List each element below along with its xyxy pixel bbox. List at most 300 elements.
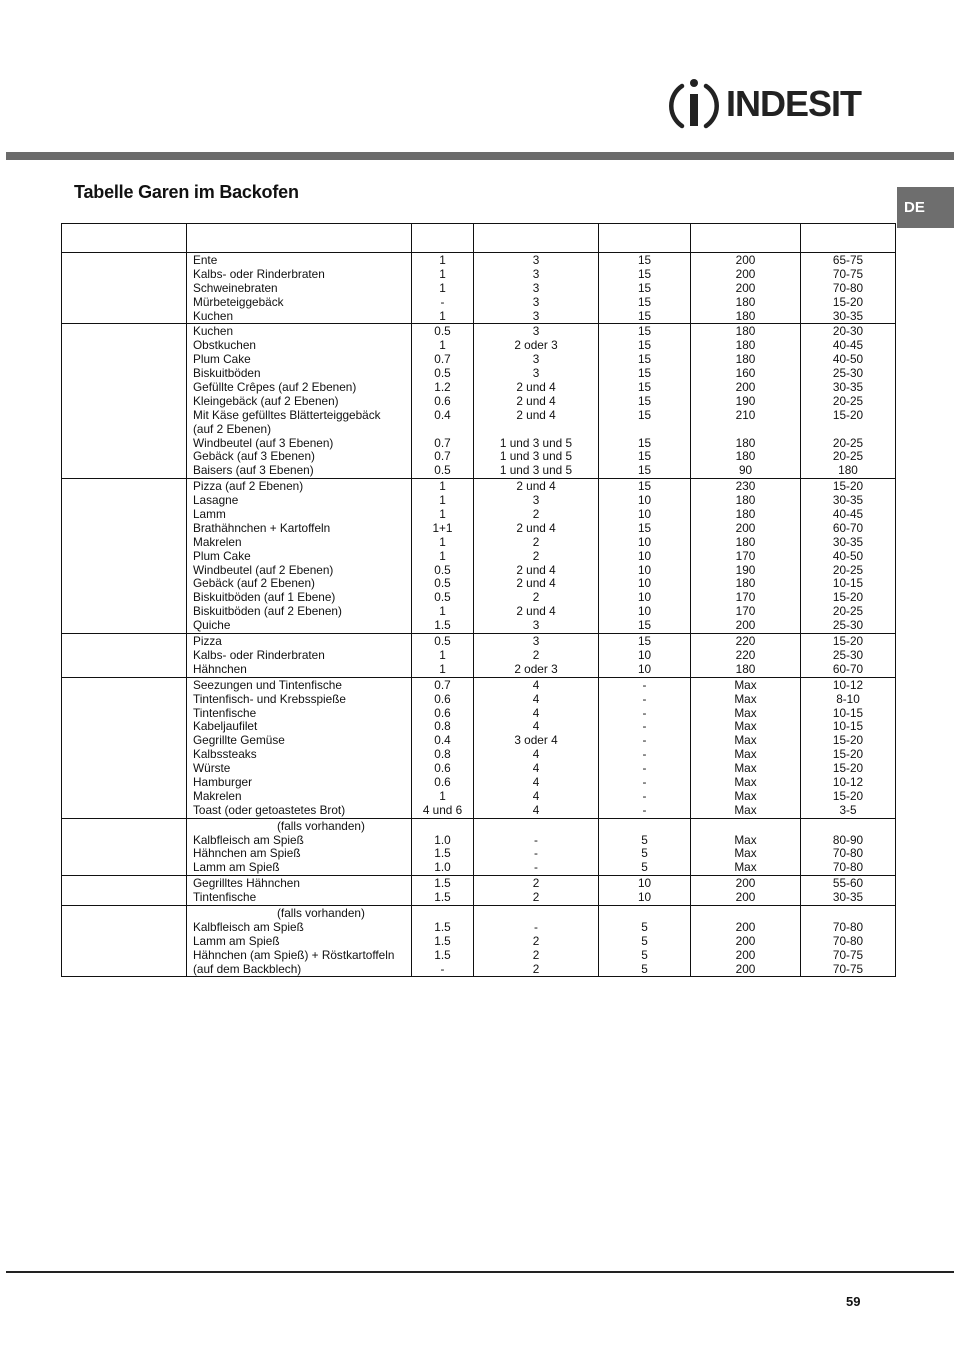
temperature-value: 180 <box>735 325 756 339</box>
preheat-value: 10 <box>637 563 652 577</box>
empty-line <box>599 820 690 834</box>
level-value: 3 <box>532 267 540 281</box>
preheat-value: 15 <box>637 339 652 353</box>
preheat-value: 10 <box>637 494 652 508</box>
food-name: Plum Cake <box>193 353 251 367</box>
temperature-value: 200 <box>735 254 756 267</box>
temperature-value: 180 <box>735 339 756 353</box>
level-value: 2 und 4 <box>516 521 556 535</box>
level-value: - <box>534 847 538 861</box>
temperature-value: 190 <box>735 394 756 408</box>
brand-wordmark: INDESIT <box>726 83 862 124</box>
time-value: 70-80 <box>832 861 864 875</box>
temperature-value: Max <box>734 789 757 803</box>
time-value: 60-70 <box>832 521 864 535</box>
temperature-value: Max <box>734 734 757 748</box>
preheat-value: 15 <box>637 394 652 408</box>
level-value: 3 <box>532 494 540 508</box>
preheat-value: 15 <box>637 521 652 535</box>
level-value: 3 <box>532 295 540 309</box>
time-value: 30-35 <box>832 494 864 508</box>
temperature-value: 180 <box>735 295 756 309</box>
food-name: Windbeutel (auf 3 Ebenen) <box>193 436 334 450</box>
food-cell <box>187 479 412 634</box>
empty-line <box>801 907 895 921</box>
temperature-value: 200 <box>735 877 756 891</box>
temperature-value: 200 <box>735 381 756 395</box>
level-value: 3 <box>532 353 540 367</box>
language-tab: DE <box>897 187 954 228</box>
food-name: Quiche <box>193 619 231 633</box>
food-name: Makrelen <box>193 535 242 549</box>
temperature-value: 90 <box>738 464 753 478</box>
footer-rule <box>6 1271 954 1273</box>
temperature-value: 180 <box>735 450 756 464</box>
time-value: 20-25 <box>832 436 864 450</box>
food-name: Hamburger <box>193 775 253 789</box>
temperature-value: Max <box>734 861 757 875</box>
level-value: 4 <box>532 678 540 692</box>
preheat-value: - <box>642 748 647 762</box>
food-cell <box>187 905 412 976</box>
level-value: 4 <box>532 748 540 762</box>
food-name: Kabeljaufilet <box>193 720 258 734</box>
time-value: 30-35 <box>832 381 864 395</box>
time-value: 10-15 <box>832 720 864 734</box>
preheat-value: 10 <box>637 508 652 522</box>
level-value: 2 <box>532 648 540 662</box>
level-value: 2 <box>532 549 540 563</box>
weight-value: 0.6 <box>434 762 451 776</box>
level-cell <box>474 876 599 906</box>
time-cell <box>801 818 896 876</box>
food-name: (auf 2 Ebenen) <box>193 422 272 436</box>
weight-value: 1.5 <box>434 891 451 905</box>
preheat-value: - <box>642 775 647 789</box>
food-name: Lamm am Spieß <box>193 861 280 875</box>
food-name: Brathähnchen + Kartoffeln <box>193 521 331 535</box>
time-value <box>801 423 895 437</box>
weight-value: 1.0 <box>434 861 451 875</box>
food-name: Tintenfische <box>193 706 257 720</box>
empty-line <box>801 820 895 834</box>
food-name: Obstkuchen <box>193 339 256 353</box>
food-name: Makrelen <box>193 789 242 803</box>
weight-value: 1 <box>439 549 446 563</box>
preheat-value: - <box>642 789 647 803</box>
preheat-value: 5 <box>641 833 648 847</box>
temperature-value: 200 <box>735 619 756 633</box>
time-value: 20-30 <box>832 325 864 339</box>
temperature-value: Max <box>734 833 757 847</box>
food-name: Windbeutel (auf 2 Ebenen) <box>193 563 334 577</box>
time-value: 25-30 <box>832 619 864 633</box>
temperature-cell <box>691 324 801 479</box>
level-value: 2 <box>532 934 540 948</box>
preheat-cell <box>599 905 691 976</box>
temperature-value: Max <box>734 775 757 789</box>
empty-line <box>412 820 473 834</box>
level-value: 4 <box>532 789 540 803</box>
temperature-value: 180 <box>735 508 756 522</box>
level-value: 4 <box>532 706 540 720</box>
food-cell <box>187 324 412 479</box>
temperature-cell <box>691 634 801 678</box>
time-value: 3-5 <box>839 803 857 817</box>
time-value: 70-75 <box>832 962 864 976</box>
preheat-value: 5 <box>641 948 648 962</box>
food-name: Kalbs- oder Rinderbraten <box>193 648 325 662</box>
weight-cell <box>412 324 474 479</box>
level-value: 2 <box>532 891 540 905</box>
food-name: Schweinebraten <box>193 281 278 295</box>
food-name: Kalbs- oder Rinderbraten <box>193 267 325 281</box>
weight-value: 0.7 <box>434 436 451 450</box>
time-value: 15-20 <box>832 591 864 605</box>
temperature-value: 200 <box>735 521 756 535</box>
header-cell-food <box>187 224 412 253</box>
food-cell <box>187 876 412 906</box>
preheat-cell <box>599 634 691 678</box>
time-value: 30-35 <box>832 309 864 323</box>
mode-cell <box>62 818 187 876</box>
weight-value: 1 <box>439 662 446 676</box>
weight-cell <box>412 677 474 818</box>
time-value: 15-20 <box>832 408 864 422</box>
food-name: Pizza <box>193 635 222 649</box>
weight-cell <box>412 479 474 634</box>
cooking-table <box>61 223 895 977</box>
time-value: 70-80 <box>832 281 864 295</box>
food-cell <box>187 253 412 324</box>
preheat-value: - <box>642 720 647 734</box>
preheat-value: - <box>642 706 647 720</box>
time-value: 70-80 <box>832 934 864 948</box>
food-name: Gebäck (auf 3 Ebenen) <box>193 450 315 464</box>
preheat-value: 10 <box>637 591 652 605</box>
weight-value: 1.5 <box>434 619 451 633</box>
temperature-value: 200 <box>735 281 756 295</box>
temperature-cell <box>691 905 801 976</box>
weight-value: 1 <box>439 254 446 267</box>
weight-value: 0.6 <box>434 706 451 720</box>
time-value: 15-20 <box>832 635 864 649</box>
time-value: 180 <box>838 464 858 478</box>
food-name: Kalbssteaks <box>193 748 257 762</box>
food-name: Kuchen <box>193 309 234 323</box>
temperature-value: 160 <box>735 367 756 381</box>
temperature-value: 170 <box>735 549 756 563</box>
weight-value: 0.5 <box>434 563 451 577</box>
weight-value: - <box>440 962 445 976</box>
preheat-value: 10 <box>637 877 652 891</box>
temperature-value: 200 <box>735 948 756 962</box>
level-cell <box>474 677 599 818</box>
time-value: 40-50 <box>832 353 864 367</box>
level-value: 2 und 4 <box>516 480 556 494</box>
time-value: 20-25 <box>832 450 864 464</box>
weight-value: 0.7 <box>434 450 451 464</box>
weight-value: 1 <box>439 605 446 619</box>
mode-cell <box>62 677 187 818</box>
temperature-value: 200 <box>735 934 756 948</box>
time-value: 20-25 <box>832 394 864 408</box>
preheat-value: 15 <box>637 480 652 494</box>
mode-cell <box>62 324 187 479</box>
time-value: 10-12 <box>832 678 864 692</box>
preheat-value: - <box>642 762 647 776</box>
level-value: 2 und 4 <box>516 394 556 408</box>
weight-value: 1 <box>439 480 446 494</box>
preheat-value: 10 <box>637 577 652 591</box>
time-value: 65-75 <box>832 254 864 267</box>
level-value: 2 oder 3 <box>514 339 558 353</box>
level-value: 1 und 3 und 5 <box>499 436 573 450</box>
level-value: 3 <box>532 281 540 295</box>
weight-cell <box>412 634 474 678</box>
time-cell <box>801 905 896 976</box>
weight-value: 1.0 <box>434 833 451 847</box>
header-cell-mode <box>62 224 187 253</box>
level-value: 2 und 4 <box>516 408 556 422</box>
weight-cell <box>412 905 474 976</box>
level-cell <box>474 253 599 324</box>
time-value: 15-20 <box>832 762 864 776</box>
preheat-value: 15 <box>637 325 652 339</box>
preheat-value: 15 <box>637 254 652 267</box>
preheat-value: 5 <box>641 847 648 861</box>
food-name: Tintenfisch- und Krebsspieße <box>193 692 346 706</box>
weight-value: 0.6 <box>434 692 451 706</box>
weight-value: 1 <box>439 281 446 295</box>
table-group-row <box>62 905 896 976</box>
food-name: Gebäck (auf 2 Ebenen) <box>193 577 315 591</box>
temperature-value: Max <box>734 678 757 692</box>
temperature-value: 180 <box>735 494 756 508</box>
table-group-row <box>62 876 896 906</box>
level-value: 3 <box>532 367 540 381</box>
weight-value: 1.5 <box>434 934 451 948</box>
time-value: 20-25 <box>832 563 864 577</box>
level-value: 2 <box>532 962 540 976</box>
level-value: 2 und 4 <box>516 605 556 619</box>
food-name: Kleingebäck (auf 2 Ebenen) <box>193 394 339 408</box>
weight-value: 0.5 <box>434 325 451 339</box>
table-group-row <box>62 677 896 818</box>
preheat-cell <box>599 677 691 818</box>
food-name: Pizza (auf 2 Ebenen) <box>193 480 304 494</box>
level-value: 4 <box>532 692 540 706</box>
level-value: 2 und 4 <box>516 563 556 577</box>
temperature-value: 200 <box>735 267 756 281</box>
preheat-value: 10 <box>637 549 652 563</box>
level-value: 1 und 3 und 5 <box>499 464 573 478</box>
weight-value: 1 <box>439 535 446 549</box>
weight-value: 0.7 <box>434 353 451 367</box>
preheat-value: 15 <box>637 367 652 381</box>
time-value: 70-75 <box>832 267 864 281</box>
header-cell-weight <box>412 224 474 253</box>
level-cell <box>474 324 599 479</box>
empty-line <box>474 820 598 834</box>
level-value: 2 und 4 <box>516 381 556 395</box>
level-value: 2 <box>532 877 540 891</box>
weight-value: 1.5 <box>434 847 451 861</box>
time-value: 40-50 <box>832 549 864 563</box>
weight-value: 0.4 <box>434 408 451 422</box>
preheat-value: - <box>642 734 647 748</box>
preheat-value: 10 <box>637 662 652 676</box>
temperature-value: 220 <box>735 648 756 662</box>
weight-value: 1 <box>439 267 446 281</box>
level-cell <box>474 818 599 876</box>
level-value: 4 <box>532 803 540 817</box>
food-name: Ente <box>193 254 218 267</box>
level-value: 2 <box>532 535 540 549</box>
preheat-value: 15 <box>637 381 652 395</box>
time-value: 70-75 <box>832 948 864 962</box>
temperature-value: 180 <box>735 662 756 676</box>
food-name: Kalbfleisch am Spieß <box>193 833 304 847</box>
temperature-value: 180 <box>735 436 756 450</box>
level-cell <box>474 905 599 976</box>
time-cell <box>801 677 896 818</box>
level-value: 4 <box>532 775 540 789</box>
level-cell <box>474 479 599 634</box>
food-name: Mürbeteiggebäck <box>193 295 284 309</box>
temperature-cell <box>691 818 801 876</box>
temperature-value: 200 <box>735 920 756 934</box>
level-value: 2 <box>532 591 540 605</box>
food-name: Baisers (auf 3 Ebenen) <box>193 464 314 478</box>
level-value: 2 und 4 <box>516 577 556 591</box>
preheat-cell <box>599 479 691 634</box>
time-value: 10-15 <box>832 706 864 720</box>
time-value: 55-60 <box>832 877 864 891</box>
level-value: 2 <box>532 508 540 522</box>
weight-value: 0.5 <box>434 367 451 381</box>
weight-value: 1.5 <box>434 920 451 934</box>
temperature-value: 190 <box>735 563 756 577</box>
mode-cell <box>62 876 187 906</box>
mode-cell <box>62 634 187 678</box>
level-value: 1 und 3 und 5 <box>499 450 573 464</box>
temperature-value <box>691 423 800 437</box>
empty-line <box>691 907 800 921</box>
temperature-cell <box>691 876 801 906</box>
food-name: Hähnchen am Spieß <box>193 847 301 861</box>
preheat-value: - <box>642 803 647 817</box>
food-cell <box>187 677 412 818</box>
time-cell <box>801 479 896 634</box>
empty-line <box>474 907 598 921</box>
temperature-value: Max <box>734 720 757 734</box>
weight-value: 1.2 <box>434 381 451 395</box>
table-group-row <box>62 479 896 634</box>
preheat-value: 15 <box>637 309 652 323</box>
temperature-value: 200 <box>735 891 756 905</box>
temperature-value: 180 <box>735 353 756 367</box>
preheat-value: 15 <box>637 436 652 450</box>
food-name: Seezungen und Tintenfische <box>193 678 342 692</box>
food-name: Gefüllte Crêpes (auf 2 Ebenen) <box>193 381 357 395</box>
time-value: 40-45 <box>832 339 864 353</box>
preheat-value: 15 <box>637 635 652 649</box>
time-value: 25-30 <box>832 367 864 381</box>
preheat-value: 15 <box>637 619 652 633</box>
food-name: Tintenfische <box>193 891 257 905</box>
header-cell-time <box>801 224 896 253</box>
weight-value: 1 <box>439 494 446 508</box>
page-number: 59 <box>846 1294 861 1309</box>
food-note: (falls vorhanden) <box>277 819 365 833</box>
weight-value: 0.8 <box>434 748 451 762</box>
food-name: Lamm <box>193 508 226 522</box>
time-value: 15-20 <box>832 480 864 494</box>
table-group-row <box>62 634 896 678</box>
preheat-value: 5 <box>641 934 648 948</box>
weight-value: 1.5 <box>434 948 451 962</box>
weight-value: 1 <box>439 309 446 323</box>
time-value: 40-45 <box>832 508 864 522</box>
food-name: (auf dem Backblech) <box>193 962 302 976</box>
temperature-value: 170 <box>735 591 756 605</box>
preheat-cell <box>599 253 691 324</box>
weight-value: 0.7 <box>434 678 451 692</box>
weight-value: 4 und 6 <box>422 803 463 817</box>
temperature-value: Max <box>734 748 757 762</box>
table-group-row <box>62 818 896 876</box>
food-name: Gegrilltes Hähnchen <box>193 877 300 891</box>
temperature-value: 220 <box>735 635 756 649</box>
header-rule <box>6 152 954 160</box>
weight-value: 1 <box>439 339 446 353</box>
preheat-value: 15 <box>637 464 652 478</box>
preheat-value: 15 <box>637 295 652 309</box>
preheat-value: 15 <box>637 450 652 464</box>
preheat-value: 10 <box>637 891 652 905</box>
time-value: 60-70 <box>832 662 864 676</box>
weight-cell <box>412 818 474 876</box>
time-value: 15-20 <box>832 295 864 309</box>
mode-cell <box>62 905 187 976</box>
time-value: 70-80 <box>832 847 864 861</box>
empty-line <box>599 907 690 921</box>
temperature-value: Max <box>734 706 757 720</box>
temperature-value: 180 <box>735 309 756 323</box>
preheat-value: 10 <box>637 535 652 549</box>
preheat-value: 5 <box>641 920 648 934</box>
level-value: 4 <box>532 720 540 734</box>
time-cell <box>801 253 896 324</box>
page-title: Tabelle Garen im Backofen <box>74 182 299 202</box>
table-group-row <box>62 324 896 479</box>
time-cell <box>801 876 896 906</box>
food-name: Mit Käse gefülltes Blätterteiggebäck <box>193 408 381 422</box>
preheat-value: 5 <box>641 962 648 976</box>
temperature-cell <box>691 253 801 324</box>
table-group-row <box>62 253 896 324</box>
preheat-value: 5 <box>641 861 648 875</box>
food-name: Biskuitböden <box>193 367 261 381</box>
temperature-value: Max <box>734 803 757 817</box>
preheat-value: 15 <box>637 353 652 367</box>
header-cell-temperature <box>691 224 801 253</box>
time-value: 30-35 <box>832 891 864 905</box>
time-value: 15-20 <box>832 789 864 803</box>
time-value: 15-20 <box>832 734 864 748</box>
time-cell <box>801 634 896 678</box>
